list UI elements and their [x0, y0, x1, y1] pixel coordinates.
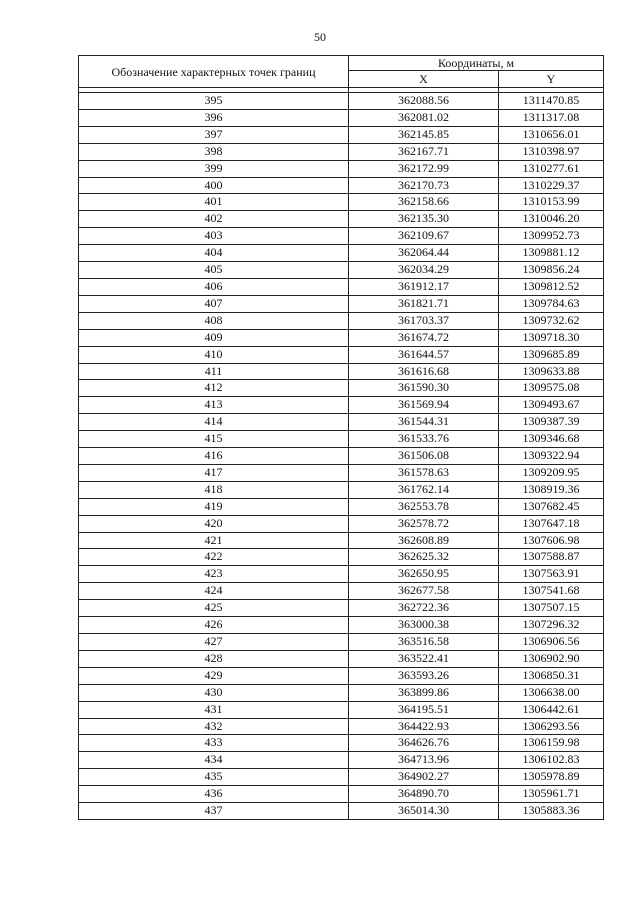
y-coordinate-cell: 1308919.36 [499, 481, 604, 498]
y-coordinate-cell: 1309732.62 [499, 312, 604, 329]
table-row [79, 701, 604, 718]
table-row [79, 126, 604, 143]
x-coordinate-cell: 364195.51 [349, 701, 499, 718]
x-coordinate-cell: 362722.36 [349, 600, 499, 617]
table-row [79, 600, 604, 617]
x-coordinate-cell: 361912.17 [349, 278, 499, 295]
y-coordinate-cell: 1305961.71 [499, 786, 604, 803]
x-coordinate-cell: 361616.68 [349, 363, 499, 380]
y-coordinate-cell: 1307541.68 [499, 583, 604, 600]
table-row [79, 718, 604, 735]
y-coordinate-cell: 1307296.32 [499, 617, 604, 634]
table-row [79, 262, 604, 279]
point-number-cell: 405 [79, 262, 349, 279]
x-coordinate-cell: 362677.58 [349, 583, 499, 600]
y-coordinate-cell: 1310656.01 [499, 126, 604, 143]
y-coordinate-cell: 1309952.73 [499, 228, 604, 245]
x-coordinate-cell: 363000.38 [349, 617, 499, 634]
y-coordinate-cell: 1306293.56 [499, 718, 604, 735]
x-coordinate-cell: 363522.41 [349, 650, 499, 667]
table-row [79, 414, 604, 431]
point-number-cell: 423 [79, 566, 349, 583]
table-row [79, 498, 604, 515]
point-number-cell: 395 [79, 93, 349, 110]
point-number-cell: 436 [79, 786, 349, 803]
table-row [79, 566, 604, 583]
x-coordinate-cell: 362145.85 [349, 126, 499, 143]
point-number-cell: 417 [79, 464, 349, 481]
table-row [79, 397, 604, 414]
y-coordinate-cell: 1310153.99 [499, 194, 604, 211]
y-coordinate-cell: 1306850.31 [499, 667, 604, 684]
point-number-cell: 400 [79, 177, 349, 194]
table-row [79, 448, 604, 465]
table-row [79, 329, 604, 346]
header-points: Обозначение характерных точек границ [79, 56, 349, 88]
table-row [79, 109, 604, 126]
x-coordinate-cell: 362034.29 [349, 262, 499, 279]
x-coordinate-cell: 361569.94 [349, 397, 499, 414]
point-number-cell: 433 [79, 735, 349, 752]
y-coordinate-cell: 1309493.67 [499, 397, 604, 414]
point-number-cell: 427 [79, 634, 349, 651]
point-number-cell: 415 [79, 431, 349, 448]
table-row [79, 515, 604, 532]
table-row [79, 684, 604, 701]
y-coordinate-cell: 1307507.15 [499, 600, 604, 617]
x-coordinate-cell: 362172.99 [349, 160, 499, 177]
point-number-cell: 402 [79, 211, 349, 228]
table-row [79, 363, 604, 380]
table-row [79, 312, 604, 329]
x-coordinate-cell: 361506.08 [349, 448, 499, 465]
table-row [79, 295, 604, 312]
table-row [79, 143, 604, 160]
x-coordinate-cell: 362158.66 [349, 194, 499, 211]
point-number-cell: 399 [79, 160, 349, 177]
table-row [79, 481, 604, 498]
x-coordinate-cell: 363516.58 [349, 634, 499, 651]
y-coordinate-cell: 1309881.12 [499, 245, 604, 262]
point-number-cell: 410 [79, 346, 349, 363]
x-coordinate-cell: 364713.96 [349, 752, 499, 769]
point-number-cell: 431 [79, 701, 349, 718]
x-coordinate-cell: 364890.70 [349, 786, 499, 803]
coordinates-table [78, 55, 604, 820]
table-row [79, 211, 604, 228]
y-coordinate-cell: 1306442.61 [499, 701, 604, 718]
x-coordinate-cell: 361533.76 [349, 431, 499, 448]
y-coordinate-cell: 1306102.83 [499, 752, 604, 769]
x-coordinate-cell: 362625.32 [349, 549, 499, 566]
x-coordinate-cell: 365014.30 [349, 803, 499, 820]
x-coordinate-cell: 362088.56 [349, 93, 499, 110]
point-number-cell: 422 [79, 549, 349, 566]
table-row [79, 769, 604, 786]
table-row [79, 583, 604, 600]
point-number-cell: 409 [79, 329, 349, 346]
y-coordinate-cell: 1307563.91 [499, 566, 604, 583]
x-coordinate-cell: 362170.73 [349, 177, 499, 194]
y-coordinate-cell: 1311317.08 [499, 109, 604, 126]
table-row [79, 532, 604, 549]
table-row [79, 346, 604, 363]
header-x: X [349, 71, 499, 88]
y-coordinate-cell: 1309856.24 [499, 262, 604, 279]
header-y: Y [499, 71, 604, 88]
point-number-cell: 418 [79, 481, 349, 498]
table-row [79, 228, 604, 245]
point-number-cell: 414 [79, 414, 349, 431]
point-number-cell: 424 [79, 583, 349, 600]
x-coordinate-cell: 362553.78 [349, 498, 499, 515]
page-number: 50 [314, 30, 326, 44]
point-number-cell: 404 [79, 245, 349, 262]
point-number-cell: 406 [79, 278, 349, 295]
table-row [79, 93, 604, 110]
point-number-cell: 430 [79, 684, 349, 701]
x-coordinate-cell: 361590.30 [349, 380, 499, 397]
y-coordinate-cell: 1307647.18 [499, 515, 604, 532]
point-number-cell: 398 [79, 143, 349, 160]
x-coordinate-cell: 361644.57 [349, 346, 499, 363]
table-row [79, 634, 604, 651]
point-number-cell: 396 [79, 109, 349, 126]
table-row [79, 803, 604, 820]
y-coordinate-cell: 1309387.39 [499, 414, 604, 431]
table-row [79, 160, 604, 177]
header-coordinates: Координаты, м [349, 56, 604, 71]
x-coordinate-cell: 361578.63 [349, 464, 499, 481]
point-number-cell: 413 [79, 397, 349, 414]
x-coordinate-cell: 362081.02 [349, 109, 499, 126]
point-number-cell: 437 [79, 803, 349, 820]
y-coordinate-cell: 1309209.95 [499, 464, 604, 481]
point-number-cell: 435 [79, 769, 349, 786]
point-number-cell: 416 [79, 448, 349, 465]
table-row [79, 752, 604, 769]
y-coordinate-cell: 1309322.94 [499, 448, 604, 465]
y-coordinate-cell: 1307682.45 [499, 498, 604, 515]
y-coordinate-cell: 1310229.37 [499, 177, 604, 194]
y-coordinate-cell: 1306906.56 [499, 634, 604, 651]
point-number-cell: 408 [79, 312, 349, 329]
point-number-cell: 397 [79, 126, 349, 143]
table-body [79, 88, 604, 820]
point-number-cell: 426 [79, 617, 349, 634]
point-number-cell: 407 [79, 295, 349, 312]
table-row [79, 617, 604, 634]
x-coordinate-cell: 362608.89 [349, 532, 499, 549]
x-coordinate-cell: 361544.31 [349, 414, 499, 431]
table-row [79, 380, 604, 397]
x-coordinate-cell: 364626.76 [349, 735, 499, 752]
table-row [79, 245, 604, 262]
y-coordinate-cell: 1305883.36 [499, 803, 604, 820]
y-coordinate-cell: 1306638.00 [499, 684, 604, 701]
point-number-cell: 421 [79, 532, 349, 549]
point-number-cell: 420 [79, 515, 349, 532]
x-coordinate-cell: 362064.44 [349, 245, 499, 262]
y-coordinate-cell: 1309346.68 [499, 431, 604, 448]
x-coordinate-cell: 361674.72 [349, 329, 499, 346]
x-coordinate-cell: 361821.71 [349, 295, 499, 312]
y-coordinate-cell: 1309575.08 [499, 380, 604, 397]
table-row [79, 650, 604, 667]
y-coordinate-cell: 1311470.85 [499, 93, 604, 110]
y-coordinate-cell: 1309718.30 [499, 329, 604, 346]
y-coordinate-cell: 1305978.89 [499, 769, 604, 786]
y-coordinate-cell: 1306159.98 [499, 735, 604, 752]
x-coordinate-cell: 362109.67 [349, 228, 499, 245]
point-number-cell: 432 [79, 718, 349, 735]
y-coordinate-cell: 1307606.98 [499, 532, 604, 549]
x-coordinate-cell: 364902.27 [349, 769, 499, 786]
point-number-cell: 425 [79, 600, 349, 617]
x-coordinate-cell: 362135.30 [349, 211, 499, 228]
point-number-cell: 434 [79, 752, 349, 769]
y-coordinate-cell: 1309812.52 [499, 278, 604, 295]
point-number-cell: 412 [79, 380, 349, 397]
y-coordinate-cell: 1309633.88 [499, 363, 604, 380]
x-coordinate-cell: 362578.72 [349, 515, 499, 532]
x-coordinate-cell: 362167.71 [349, 143, 499, 160]
y-coordinate-cell: 1309685.89 [499, 346, 604, 363]
x-coordinate-cell: 361703.37 [349, 312, 499, 329]
table-row [79, 735, 604, 752]
x-coordinate-cell: 363593.26 [349, 667, 499, 684]
y-coordinate-cell: 1310398.97 [499, 143, 604, 160]
table-row [79, 194, 604, 211]
table-row [79, 549, 604, 566]
point-number-cell: 401 [79, 194, 349, 211]
x-coordinate-cell: 363899.86 [349, 684, 499, 701]
table-row [79, 278, 604, 295]
table-row [79, 667, 604, 684]
point-number-cell: 419 [79, 498, 349, 515]
x-coordinate-cell: 364422.93 [349, 718, 499, 735]
point-number-cell: 429 [79, 667, 349, 684]
y-coordinate-cell: 1310046.20 [499, 211, 604, 228]
table-row [79, 431, 604, 448]
y-coordinate-cell: 1309784.63 [499, 295, 604, 312]
point-number-cell: 411 [79, 363, 349, 380]
table-row [79, 464, 604, 481]
point-number-cell: 428 [79, 650, 349, 667]
y-coordinate-cell: 1310277.61 [499, 160, 604, 177]
x-coordinate-cell: 361762.14 [349, 481, 499, 498]
point-number-cell: 403 [79, 228, 349, 245]
y-coordinate-cell: 1306902.90 [499, 650, 604, 667]
y-coordinate-cell: 1307588.87 [499, 549, 604, 566]
table-row [79, 177, 604, 194]
x-coordinate-cell: 362650.95 [349, 566, 499, 583]
table-row [79, 786, 604, 803]
